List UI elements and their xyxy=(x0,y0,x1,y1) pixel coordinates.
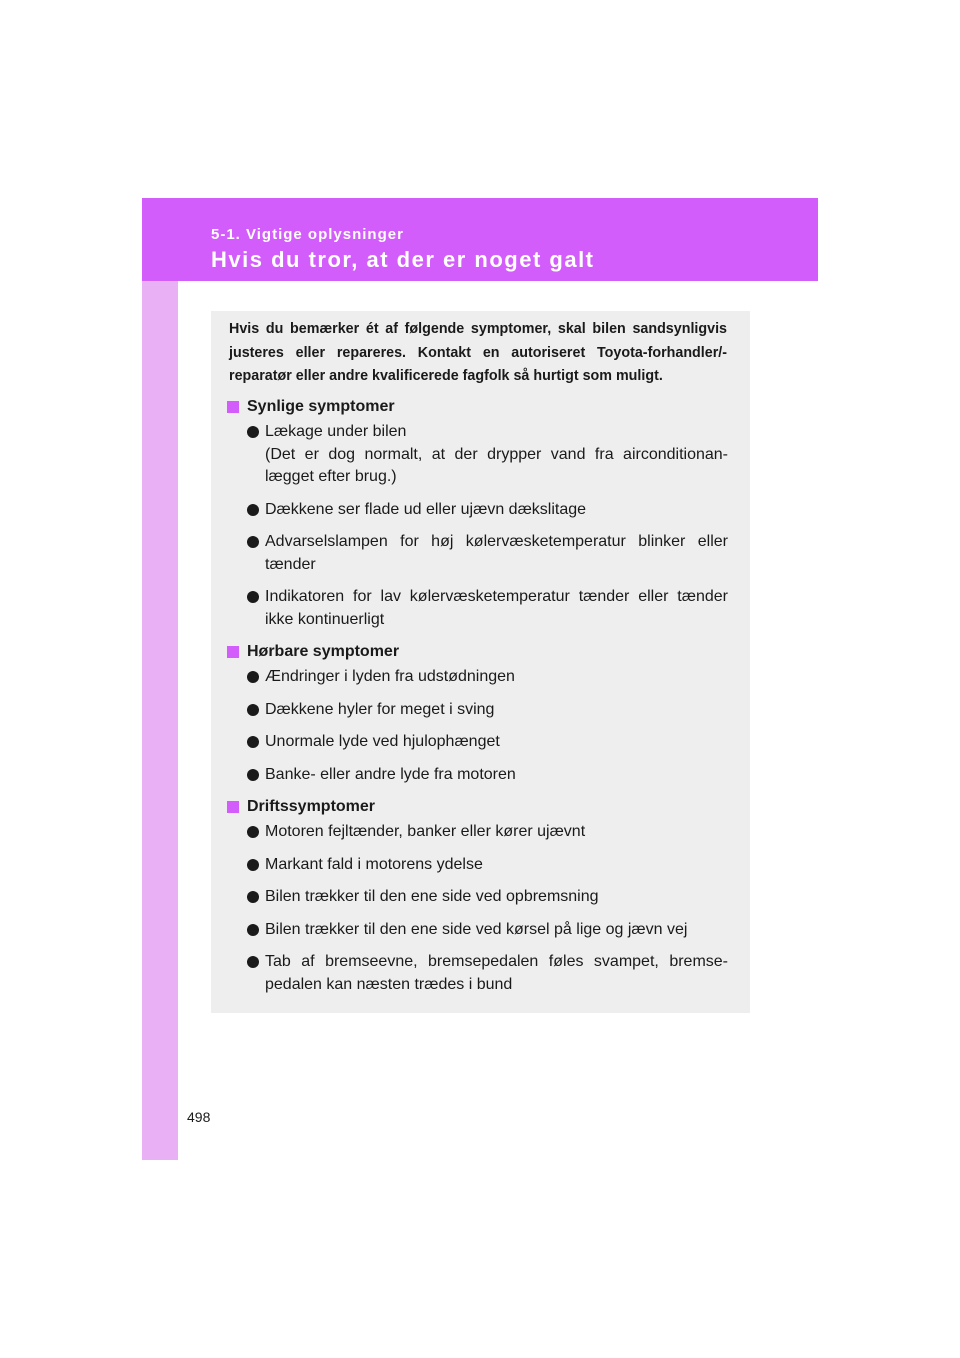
round-bullet-icon xyxy=(247,536,259,548)
round-bullet-icon xyxy=(247,891,259,903)
square-bullet-icon xyxy=(227,401,239,413)
list-item xyxy=(227,666,728,689)
section-heading-label: Driftssymptomer xyxy=(247,798,376,815)
round-bullet-icon xyxy=(247,704,259,716)
section-heading-operational xyxy=(227,796,728,818)
symptom-sections xyxy=(227,396,728,996)
round-bullet-icon xyxy=(247,769,259,781)
list-item xyxy=(227,764,728,787)
list-item-text: Tab af bremseevne, bremsepedalen føles svampet, bremse-pedalen kan næsten trædes i bund xyxy=(265,953,728,993)
section-label: 5-1. Vigtige oplysninger xyxy=(211,226,404,243)
square-bullet-icon xyxy=(227,801,239,813)
section-heading-label: Synlige symptomer xyxy=(247,398,395,415)
section-heading-visible xyxy=(227,396,728,418)
list-item xyxy=(227,731,728,754)
round-bullet-icon xyxy=(247,924,259,936)
list-item xyxy=(227,919,728,942)
list-item-text: Banke- eller andre lyde fra motoren xyxy=(265,765,516,783)
page-number: 498 xyxy=(187,1109,211,1125)
list-item xyxy=(227,586,728,631)
round-bullet-icon xyxy=(247,504,259,516)
list-item-text: Motoren fejltænder, banker eller kører ujævnt xyxy=(265,823,586,840)
list-item-text: Lækage under bilen (Det er dog normalt, at der drypper vand fra airconditionan-lægget efter brug.) xyxy=(265,423,728,485)
square-bullet-icon xyxy=(227,646,239,658)
list-item xyxy=(227,699,728,722)
section-heading-label: Hørbare symptomer xyxy=(247,643,400,660)
list-item-text: Indikatoren for lav kølervæsketemperatur tænder eller tænder ikke kontinuerligt xyxy=(265,588,728,628)
list-item xyxy=(227,951,728,996)
round-bullet-icon xyxy=(247,426,259,438)
list-item-text: Markant fald i motorens ydelse xyxy=(265,855,483,873)
page-title: Hvis du tror, at der er noget galt xyxy=(211,247,595,272)
list-item xyxy=(227,531,728,576)
section-heading-audible xyxy=(227,641,728,663)
list-item-text: Ændringer i lyden fra udstødningen xyxy=(265,668,515,685)
round-bullet-icon xyxy=(247,859,259,871)
round-bullet-icon xyxy=(247,591,259,603)
list-item-text: Unormale lyde ved hjulophænget xyxy=(265,733,500,750)
list-item-text: Dækkene ser flade ud eller ujævn dækslitage xyxy=(265,500,587,518)
list-item xyxy=(227,821,728,844)
round-bullet-icon xyxy=(247,826,259,838)
list-item xyxy=(227,421,728,489)
round-bullet-icon xyxy=(247,736,259,748)
intro-paragraph: Hvis du bemærker ét af følgende symptomer, skal bilen sandsynligvis justeres eller repareres. Kontakt en autoriseret Toyota-forhandler/-reparatør eller andre kvalificerede fagfolk så hurtigt som muligt. xyxy=(229,321,727,384)
round-bullet-icon xyxy=(247,956,259,968)
list-item-text: Dækkene hyler for meget i sving xyxy=(265,700,495,718)
round-bullet-icon xyxy=(247,671,259,683)
list-item-text: Bilen trækker til den ene side ved opbremsning xyxy=(265,888,599,905)
left-margin-strip xyxy=(142,198,178,1160)
list-item xyxy=(227,499,728,522)
list-item-text: Bilen trækker til den ene side ved kørsel på lige og jævn vej xyxy=(265,920,688,938)
list-item xyxy=(227,854,728,877)
list-item xyxy=(227,886,728,909)
list-item-text: Advarselslampen for høj kølervæsketemperatur blinker eller tænder xyxy=(265,533,728,573)
